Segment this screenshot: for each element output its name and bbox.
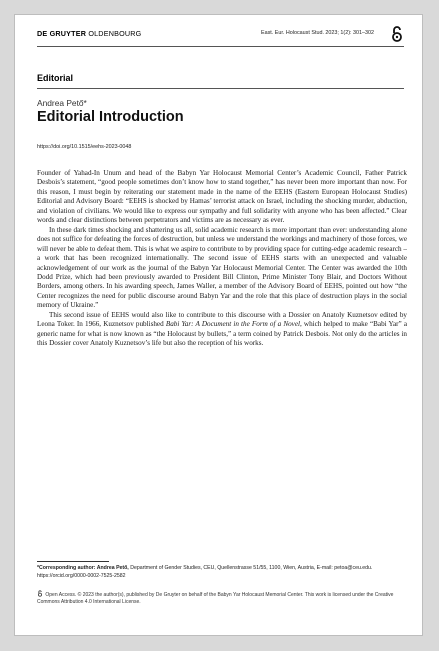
publisher-logo (37, 29, 141, 38)
body-paragraph (37, 311, 407, 349)
footnote-rule (37, 561, 109, 562)
corresponding-author-note (37, 565, 407, 580)
footnote-text: Department of Gender Studies, CEU, Quellenstrasse 51/55, 1100, Wien, Austria, E-mail: petoa@ceu.edu. https://orcid.org/0000-0002-7525-2582 (37, 565, 373, 579)
body-paragraph: Founder of Yahad-In Unum and head of the Babyn Yar Holocaust Memorial Center’s Academic Council, Father Patrick Desbois’s statement, “good people sometimes don’t know how to stand together,” has never been more important than now. For this reason, I must begin by reiterating our statement made in the name of the EEHS (Eastern European Holocaust Studies) Editorial and Advisory Board: “EEHS is shocked by Hamas’ terrorist attack on Israel, including the shocking murder, abduction, and violation of civilians. We would like to express our sympathy and full solidarity with anyone who has been affected.” Clear words and clear distinctions between perpetrators and victims are as necessary as ever. (37, 169, 407, 225)
paragraph-text: , which helped to make “Babi Yar” a generic name for what is now known as “the Holocaust by bullets,” a term coined by Patrick Desbois. Not only do the articles in this Dossier cover Anatoly Kuznetsov’s life but also the reception of his works. (37, 320, 407, 348)
book-title: Babi Yar: A Document in the Form of a Novel (165, 320, 300, 329)
open-access-icon (37, 590, 43, 597)
section-label: Editorial (37, 73, 74, 83)
body-paragraph: In these dark times shocking and shattering us all, solid academic research is more important than ever: understanding alone does not suffice for defeating the forces of destruction, but unless we understand the workings and machinery of those forces, we will never be able to defeat them. This is what we aspire to contribute to by providing space for cutting-edge academic research – a work that has been recognized internationally. The second issue of EEHS starts with an unexpected and valuable acknowledgement of our work as the journal of the Babyn Yar Holocaust Memorial Center. The Center was awarded the 10th Dodd Prize, which had been previously awarded to President Bill Clinton, Prime Minister Tony Blair, and Doctors Without Borders, among others. In his awarding speech, James Waller, a member of the Advisory Board of EEHS, pointed out how “the Center recognizes the need for public discourse around Babyn Yar and the role that this place of destruction plays in the social memory of Ukraine.” (37, 225, 407, 310)
publisher-name: DE GRUYTER (37, 29, 87, 38)
doi-link[interactable]: https://doi.org/10.1515/eehs-2023-0048 (37, 144, 132, 150)
footnote-label: *Corresponding author: Andrea Pető, (37, 565, 129, 571)
open-access-icon (390, 25, 404, 43)
header-rule (37, 46, 404, 47)
license-note (37, 590, 407, 606)
page-header (37, 27, 404, 43)
article-title: Editorial Introduction (37, 109, 184, 125)
author-name: Andrea Pető* (37, 98, 87, 108)
publisher-imprint: OLDENBOURG (86, 29, 142, 38)
license-text: Open Access. © 2023 the author(s), published by De Gruyter on behalf of the Babyn Yar Holocaust Memorial Center. This work is licensed under the Creative Commons Attribution 4.0 International License. (37, 592, 394, 606)
article-body (37, 169, 407, 349)
journal-page (14, 14, 423, 636)
section-rule (37, 88, 404, 89)
journal-citation: East. Eur. Holocaust Stud. 2023; 1(2): 301–302 (261, 30, 374, 36)
paragraph-text: This second issue of EEHS would also like to contribute to this discourse with a Dossier on Anatoly Kuznetsov edited by Leona Toker. In 1966, Kuznetsov published (37, 310, 407, 329)
